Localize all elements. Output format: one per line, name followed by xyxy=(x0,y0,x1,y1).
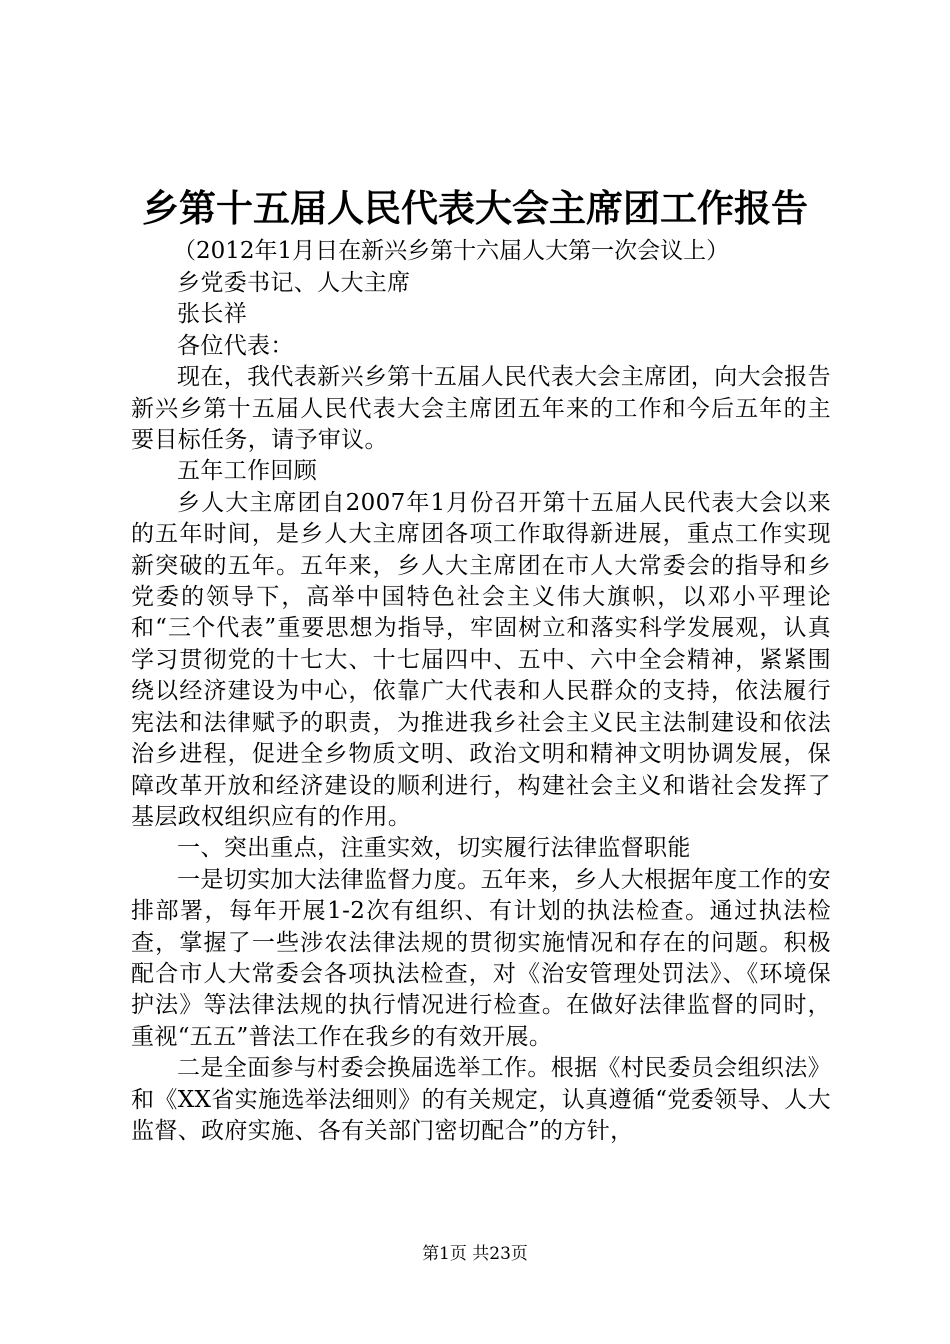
section-heading-review: 五年工作回顾 xyxy=(177,458,318,485)
document-title: 乡第十五届人民代表大会主席团工作报告 xyxy=(142,186,808,230)
paragraph-item-1: 一是切实加大法律监督力度。五年来，乡人大根据年度工作的安排部署，每年开展1-2次有组织、有计划的执法检查。通过执法检查，掌握了一些涉农法律法规的贯彻实施情况和存在的问题。积极配合市人大常委会各项执法检查，对《治安管理处罚法》、《环境保护法》等法律法规的执行情况进行检查。在做好法律监督的同时，重视“五五”普法工作在我乡的有效开展。 xyxy=(131,866,831,1050)
author-position: 乡党委书记、人大主席 xyxy=(177,270,411,296)
page-number-footer: 第1页 共23页 xyxy=(422,1244,528,1264)
document-subtitle: （2012年1月日在新兴乡第十六届人大第一次会议上） xyxy=(173,238,730,264)
section-heading-1: 一、突出重点，注重实效，切实履行法律监督职能 xyxy=(177,835,691,862)
paragraph-item-2: 二是全面参与村委会换届选举工作。根据《村民委员会组织法》和《XX省实施选举法细则》的有关规定，认真遵循“党委领导、人大监督、政府实施、各有关部门密切配合”的方针， xyxy=(131,1055,831,1144)
paragraph-review: 乡人大主席团自2007年1月份召开第十五届人民代表大会以来的五年时间，是乡人大主席团各项工作取得新进展，重点工作实现新突破的五年。五年来，乡人大主席团在市人大常委会的指导和乡党委的领导下，高举中国特色社会主义伟大旗帜，以邓小平理论和“三个代表”重要思想为指导，牢固树立和落实科学发展观，认真学习贯彻党的十七大、十七届四中、五中、六中全会精神，紧紧围绕以经济建设为中心，依靠广大代表和人民群众的支持，依法履行宪法和法律赋予的职责，为推进我乡社会主义民主法制建设和依法治乡进程，促进全乡物质文明、政治文明和精神文明协调发展，保障改革开放和经济建设的顺利进行，构建社会主义和谐社会发挥了基层政权组织应有的作用。 xyxy=(131,489,831,830)
document-body xyxy=(131,268,831,1147)
salutation: 各位代表： xyxy=(177,332,294,359)
author-name: 张长祥 xyxy=(177,301,248,328)
paragraph-intro: 现在，我代表新兴乡第十五届人民代表大会主席团，向大会报告新兴乡第十五届人民代表大会主席团五年来的工作和今后五年的主要目标任务，请予审议。 xyxy=(131,364,831,454)
